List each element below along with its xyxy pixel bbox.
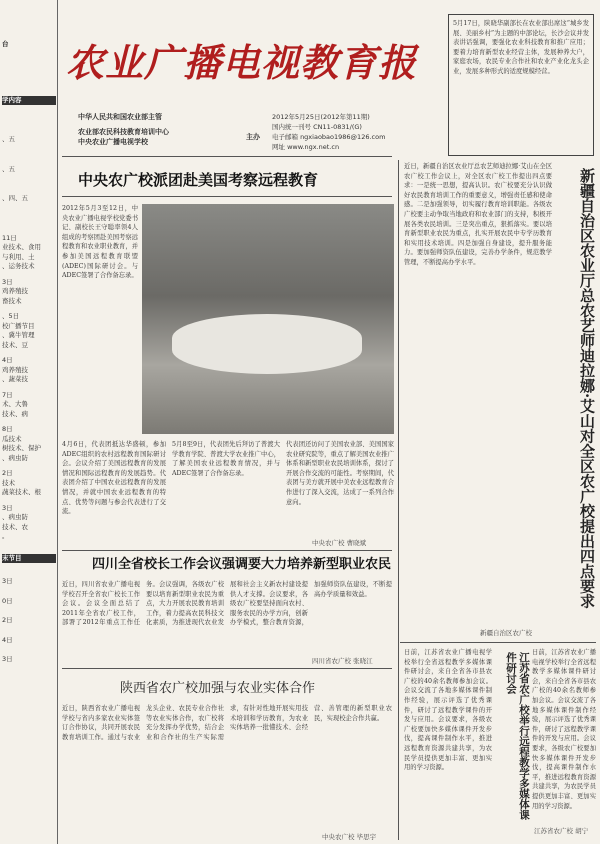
- article2-text: 近日，四川省农业广播电视学校召开全省农广校长工作会议。会议全面总结了2011年全省农广校工作，部署了2012年重点工作任务。会议强调，各级农广校要以培育新型职业农民为重点，大力开展农民教育培训工作，着力提高农民科技文化素质，为推进现代农业发展和社会主义新农村建设提供人才支撑。会议要求，各级农广校要坚持面向农村、服务农民的办学方向，创新办学模式，整合教育资源，加强师资队伍建设，不断提高办学质量和效益。: [62, 581, 392, 627]
- left-line-17: 蔬菜技术、根: [2, 488, 41, 496]
- main-article-rule: [62, 196, 392, 197]
- article2-top-rule: [62, 550, 392, 551]
- article3-text: 近日，陕西省农业广播电视学校与省内多家农业实体签订合作协议，共同开展农民教育培训工作。通过与农业龙头企业、农民专业合作社等农业实体合作，农广校将充分发挥办学优势，结合企业和合作社的生产实际需求，有针对性地开展实用技术培训和学历教育，为农业实体培养一批懂技术、会经营、善管理的新型职业农民，实现校企合作共赢。: [62, 705, 392, 741]
- right-article-byline: 新疆自治区农广校: [480, 629, 532, 637]
- main-article-photo: [142, 204, 394, 434]
- left-line-4: 鸡养殖技: [2, 287, 28, 295]
- left-label-14: 3日: [2, 577, 13, 585]
- article2-byline: 四川省农广校 张晓江: [312, 657, 373, 665]
- left-label-6: 11日: [2, 233, 17, 242]
- left-line-3: 、运务技术: [2, 262, 35, 270]
- left-label-10: 7日: [2, 390, 13, 399]
- masthead-rule: [62, 156, 392, 157]
- photo-table: [172, 314, 362, 374]
- article4-text-left: 日前，江苏省农业广播电视学校举行全省远程教学多媒体课件研讨会，来自全省各市县农广校的40余名教师参加会议。会议交流了各地多媒体课件制作经验，展示评选了优秀课件，研讨了远程教学课件的开发与应用。会议要求，各级农广校要加快多媒体课件开发步伐，提高课件制作水平，推进远程教育资源共建共享，为农民学员提供更加丰富、更加实用的学习资源。: [404, 649, 492, 772]
- left-line-10: 、蔬菜技: [2, 375, 28, 383]
- left-column-labels: [2, 40, 56, 665]
- main-article-byline: 中央农广校 曹晓斌: [312, 539, 367, 547]
- left-line-9: 鸡养殖技: [2, 365, 28, 374]
- right-article-rule: [400, 642, 596, 643]
- left-label-9: 4日: [2, 356, 13, 364]
- article3-top-rule: [62, 668, 392, 669]
- masthead-sponsor-suffix: 主办: [246, 133, 260, 141]
- left-label-18: 3日: [2, 655, 13, 663]
- left-label-8: 、5日: [2, 312, 20, 320]
- left-line-6: 校广播节目: [2, 321, 35, 330]
- left-label-5: 、四、五: [2, 194, 28, 202]
- masthead-sponsor-1: 中华人民共和国农业部主管: [78, 113, 162, 121]
- left-line-5: 畜技术: [2, 296, 22, 305]
- right-article-title: 新疆自治区农业厅总农艺师迪拉娜·艾山对全区农广校提出四点要求: [578, 168, 596, 609]
- main-article-title: 中央农广校派团赴美国考察远程教育: [78, 171, 319, 189]
- left-label-13: 3日: [2, 503, 13, 512]
- article4-text-right: 日前，江苏省农业广播电视学校举行全省远程教学多媒体课件研讨会，来自全省各市县农广校的40余名教师参加会议。会议交流了各地多媒体课件制作经验，展示评选了优秀课件，研讨了远程教学课件的开发与应用。会议要求，各级农广校要加快多媒体课件开发步伐，提高课件制作水平，推进远程教育资源共建共享，为农民学员提供更加丰富、更加实用的学习资源。: [532, 649, 596, 810]
- left-column: [0, 0, 58, 844]
- left-line-7: 、冀牛管理: [2, 331, 35, 339]
- column-divider: [398, 160, 399, 840]
- article4-title: 江苏省农广校举行远程教学多媒体课件研讨会: [505, 652, 530, 820]
- left-line-13: 瓜技术: [2, 434, 22, 443]
- main-article-p2: 4月6日，代表团抵达华盛顿，参加ADEC组织的农村远程教育国际研讨会。会议介绍了美国远程教育的发展情况和国际远程教育的发展趋势。代表团介绍了中国农业远程教育的发展情况，并就中国农业远程教育的特点、优势等问题与参会代表进行了交流。: [62, 441, 166, 516]
- left-label-17: 4日: [2, 635, 13, 644]
- left-label-16: 2日: [2, 616, 13, 624]
- left-label-12: 2日: [2, 469, 13, 477]
- masthead-title: 农业广播电视教育报: [66, 40, 418, 85]
- left-line-18: 、病虫防: [2, 513, 28, 521]
- main-article-p3: 5月8至9日，代表团先后拜访了普渡大学教育学院、普渡大学农业推广中心，了解美国农业远程教育情况，并与ADEC签署了合作备忘录。: [172, 441, 280, 477]
- left-line-20: 。: [2, 532, 9, 540]
- left-line-8: 技术、豆: [2, 340, 28, 349]
- main-article-p4: 代表团还访问了美国农业部、美国国家农业研究院等，重点了解美国农业推广体系和新型职业农民培训体系，探讨了开展合作交流的可能性。考察期间，代表团与美方就开展中美农业远程教育合作进行了深入交流，达成了一系列合作意向。: [286, 441, 394, 506]
- left-label-1: 台: [2, 40, 9, 48]
- left-line-19: 技术、农: [2, 522, 28, 531]
- left-line-15: 、病虫防: [2, 453, 28, 462]
- left-line-14: 树技术、保护: [2, 444, 41, 452]
- masthead-date: 2012年5月25日(2012年第11期): [272, 113, 370, 121]
- top-right-box-text: 5月17日，陕晓华副部长在农业部出席这“城乡发展、美丽乡村”为主题的中部论坛，长沙会议并发表讲话强调，要强化农业科技教育和推广应用；要着力培育新型农业经营主体，发展种养大户，家庭农场，农民专业合作社和农业产业化龙头企业，发展多种形式的适度规模经营。: [453, 20, 589, 75]
- left-section-weekend: 末节目: [2, 554, 56, 564]
- left-line-12: 技术、病: [2, 409, 28, 418]
- left-label-11: 8日: [2, 425, 13, 433]
- masthead-issn: 国内统一刊号 CN11-0831/(G): [272, 123, 362, 131]
- right-article-text: 近日，新疆自治区农业厅总农艺师迪拉娜·艾山在全区农广校工作会议上，对全区农广校工作提出四点要求：一是统一思想，提高认识。农广校要充分认识做好农民教育培训工作的重要意义，增强责任感和使命感。二是加强领导，切实履行教育培训职能。各级农广校要主动争取当地政府和农业部门的支持，积极开展各类农民培训。三是突出重点，狠抓落实。要以培育新型职业农民为重点，扎实开展农民中专学历教育和实用技术培训。四是加强自身建设，提升服务能力。要加强师资队伍建设，完善办学条件，规范教学管理，不断提高办学水平。: [404, 163, 552, 266]
- article3-byline: 中央农广校 毕思宇: [322, 833, 377, 841]
- left-label-4: 、五: [2, 164, 15, 173]
- article4-byline: 江苏省农广校 胡宁: [534, 827, 589, 835]
- left-label-3: 、五: [2, 135, 15, 143]
- article3-title: 陕西省农广校加强与农业实体合作: [120, 681, 316, 696]
- left-line-11: 术、大鲁: [2, 400, 28, 408]
- masthead-web: 网址 www.ngx.net.cn: [272, 143, 340, 151]
- masthead-email: 电子邮箱 ngxiaobao1986@126.com: [272, 133, 386, 141]
- masthead-sponsor-3: 中央农业广播电视学校: [78, 138, 148, 146]
- left-label-2: 学内容: [2, 96, 56, 106]
- top-right-box: [448, 14, 594, 156]
- left-line-16: 技术: [2, 478, 15, 487]
- left-line-2: 与利用、土: [2, 252, 35, 261]
- left-label-7: 3日: [2, 277, 13, 286]
- left-label-15: 0日: [2, 596, 13, 605]
- left-line-1: 业技术、食用: [2, 243, 41, 251]
- article2-title: 四川全省校长工作会议强调要大力培养新型职业农民: [92, 557, 392, 572]
- main-article-p1: 2012年5月3至12日，中央农业广播电视学校党委书记、副校长王守聪率领4人组成的考察团赴美国考察远程教育和农业职业教育，并参加美国远程教育联盟(ADEC)国际研讨会。与ADEC签署了合作备忘录。: [62, 205, 138, 280]
- masthead-sponsor-2: 农业部农民科技教育培训中心: [78, 128, 169, 136]
